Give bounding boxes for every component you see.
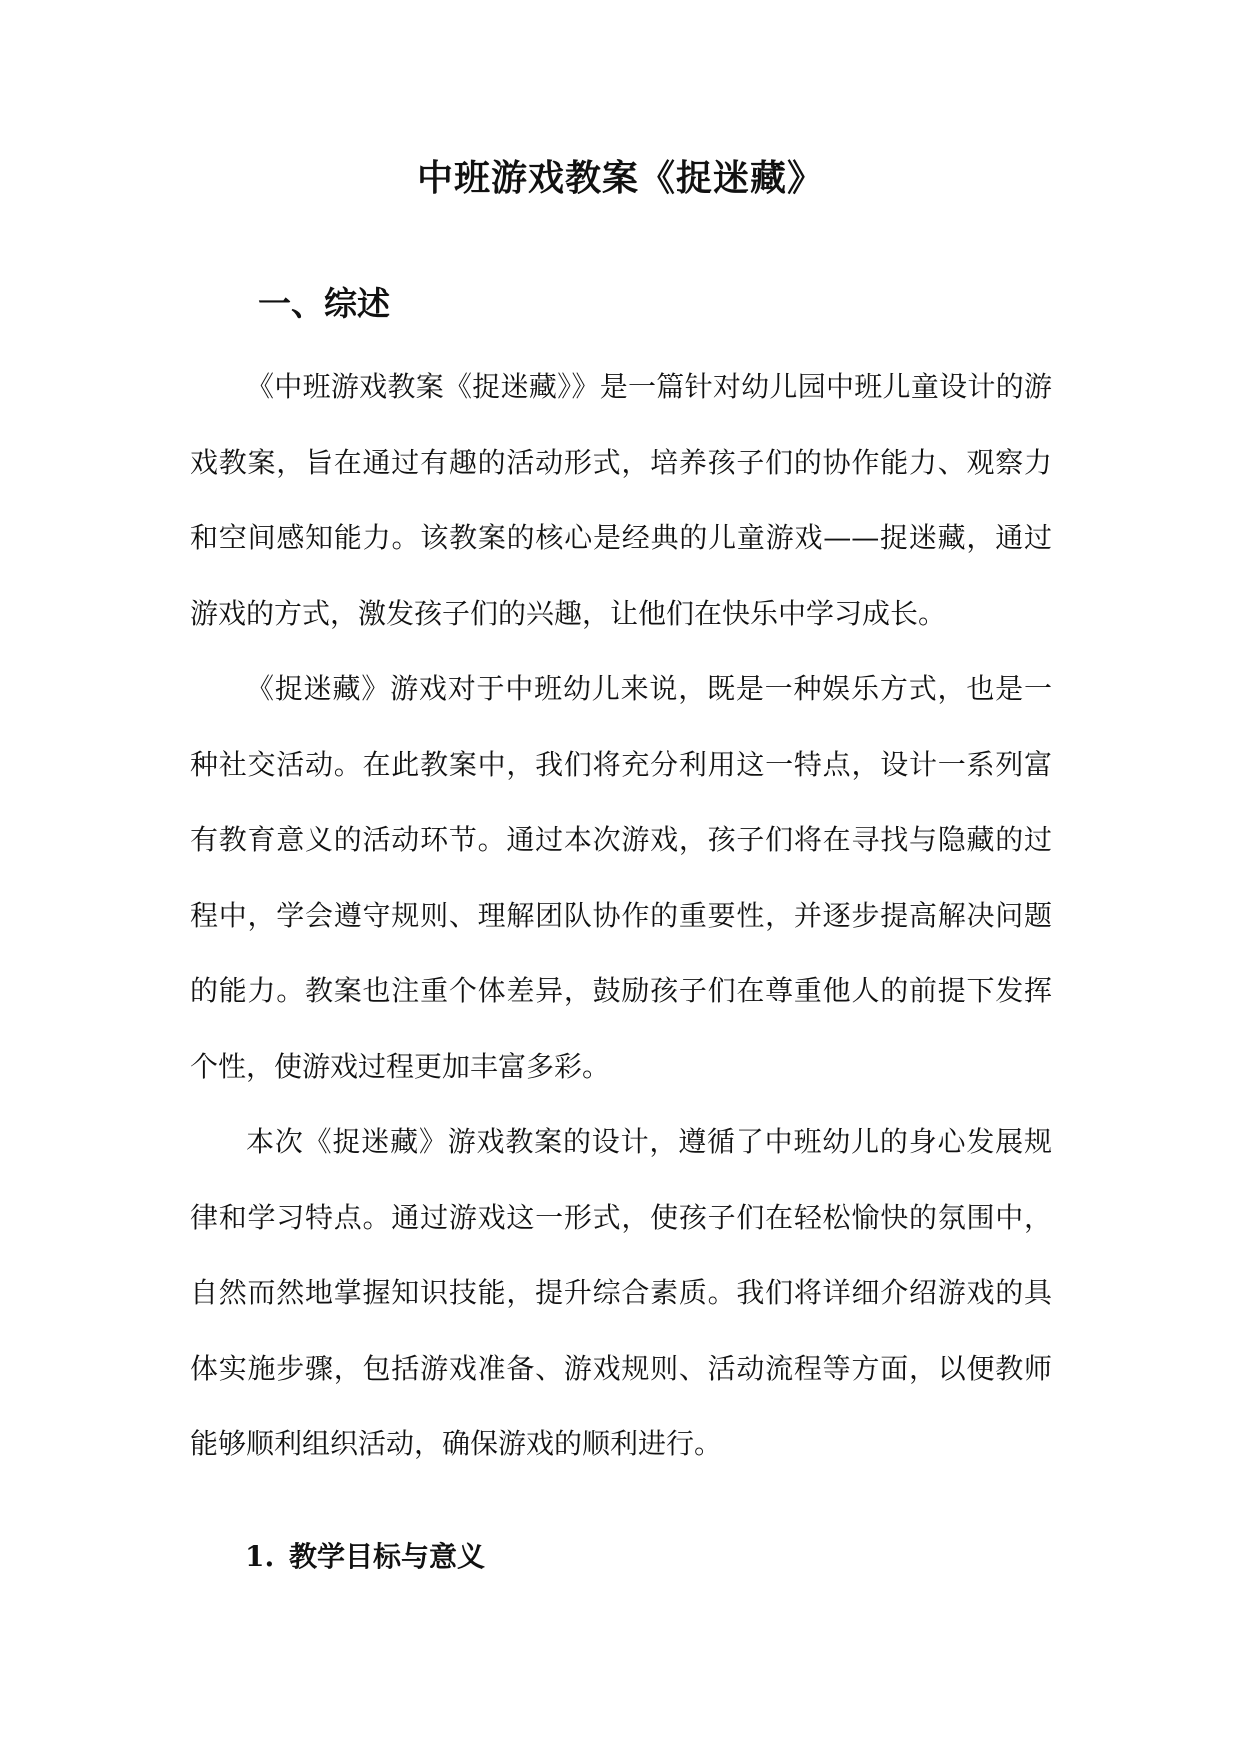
paragraph-design: 本次《捉迷藏》游戏教案的设计，遵循了中班幼儿的身心发展规律和学习特点。通过游戏这一形式，使孩子们在轻松愉快的氛围中，自然而然地掌握知识技能，提升综合素质。我们将详细介绍游戏的具体实施步骤，包括游戏准备、游戏规则、活动流程等方面，以便教师能够顺利组织活动，确保游戏的顺利进行。 xyxy=(190,1125,1052,1460)
section-heading-overview: 一、综述 xyxy=(258,284,390,323)
document-title: 中班游戏教案《捉迷藏》 xyxy=(416,157,824,199)
subsection-title: 教学目标与意义 xyxy=(289,1540,486,1573)
paragraph-game-social: 《捉迷藏》游戏对于中班幼儿来说，既是一种娱乐方式，也是一种社交活动。在此教案中，我们将充分利用这一特点，设计一系列富有教育意义的活动环节。通过本次游戏，孩子们将在寻找与隐藏的过程中，学会遵守规则、理解团队协作的重要性，并逐步提高解决问题的能力。教案也注重个体差异，鼓励孩子们在尊重他人的前提下发挥个性，使游戏过程更加丰富多彩。 xyxy=(190,672,1052,1083)
subsection-heading-goals xyxy=(245,1532,485,1582)
paragraph-intro: 《中班游戏教案《捉迷藏》》是一篇针对幼儿园中班儿童设计的游戏教案，旨在通过有趣的活动形式，培养孩子们的协作能力、观察力和空间感知能力。该教案的核心是经典的儿童游戏——捉迷藏，通过游戏的方式，激发孩子们的兴趣，让他们在快乐中学习成长。 xyxy=(190,370,1052,630)
subsection-number: 1. xyxy=(245,1540,275,1573)
